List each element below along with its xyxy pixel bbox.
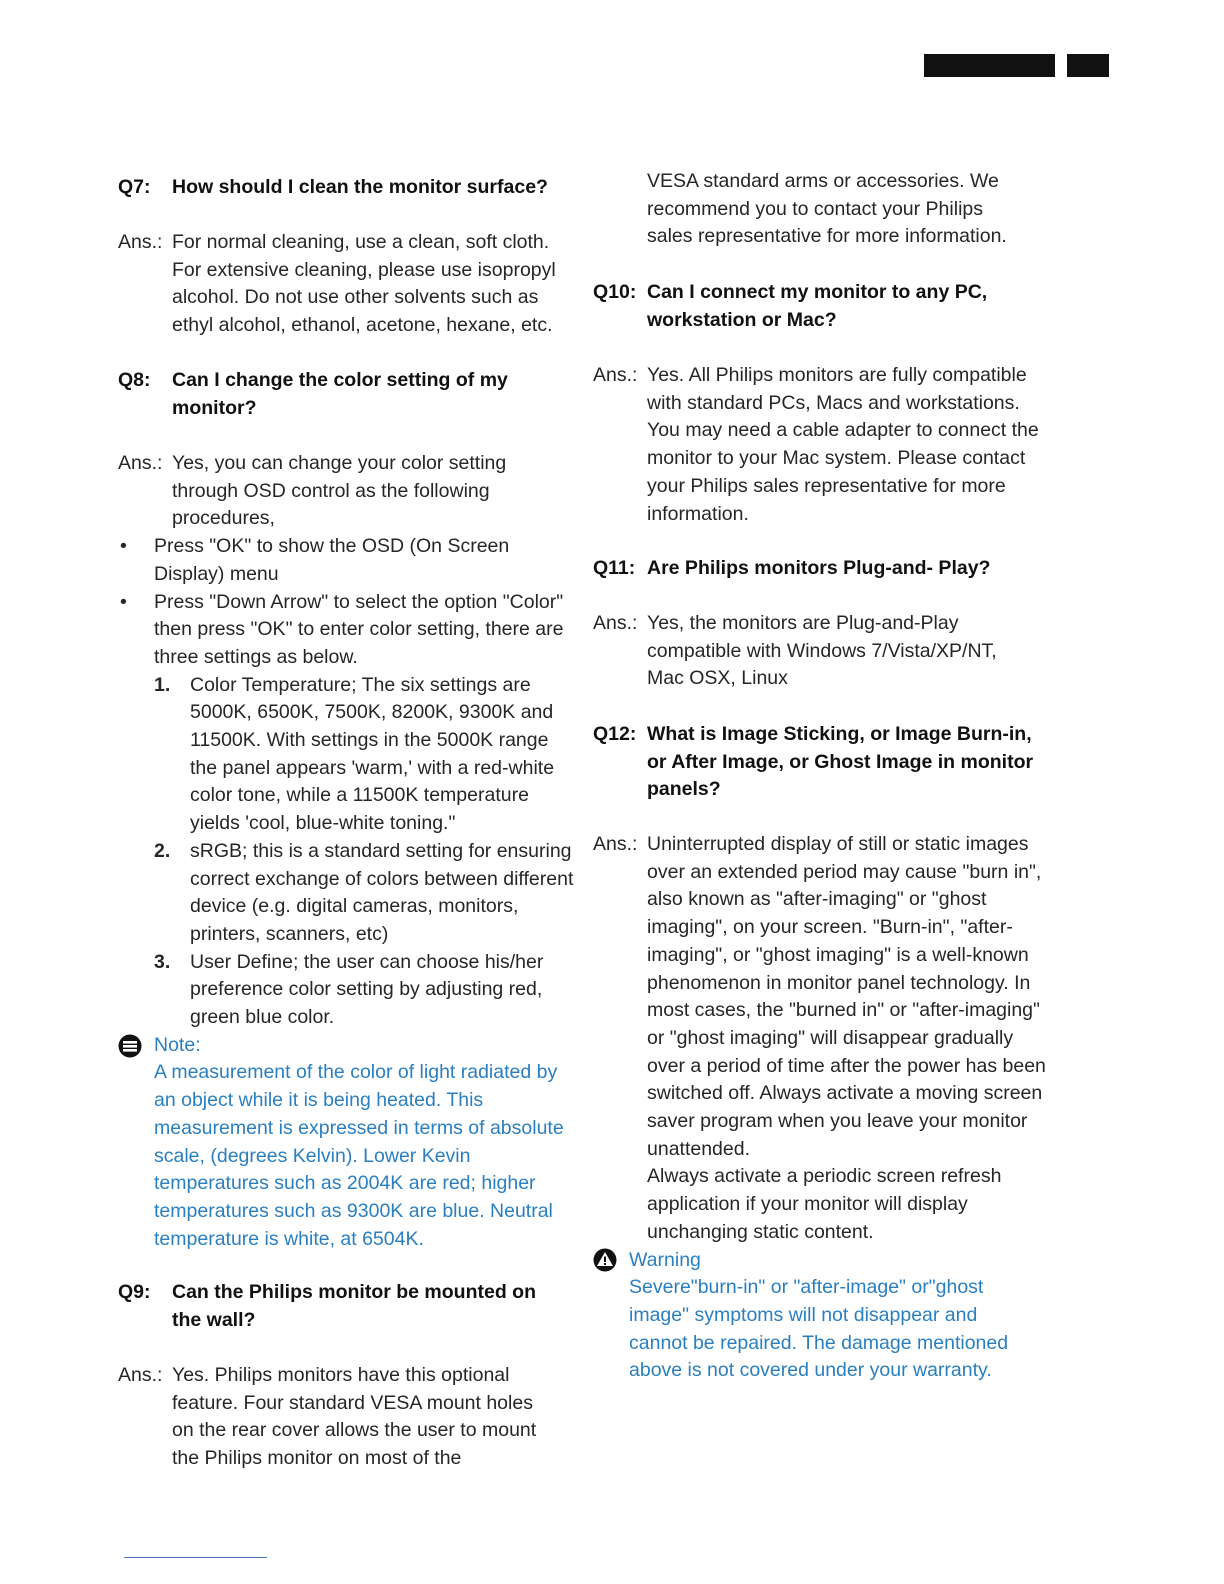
question-text: Are Philips monitors Plug-and- Play? [647,557,991,579]
question-text: Can I connect my monitor to any PC, workstation or Mac? [647,281,988,331]
answer-label: Ans.: [593,612,638,634]
answer-text: VESA standard arms or accessories. We recommend you to contact your Philips sales representative for more information. [647,170,1007,248]
question-text: Can the Philips monitor be mounted on the wall? [172,1281,536,1331]
item-number: 3. [154,950,171,973]
list-item [154,672,578,838]
faq-q11 [593,555,1063,583]
question-label: Q11: [593,557,636,579]
warning-heading [593,1247,1063,1275]
item-number: 2. [154,839,171,862]
warning-icon [593,1248,617,1272]
faq-q9 [118,1279,578,1334]
answer-text: Yes. Philips monitors have this optional feature. Four standard VESA mount holes on the rear cover allows the user to mount the Philips monitor on most of the [172,1364,537,1470]
faq-q9-answer-continued [593,168,1063,251]
note-title: Note: [154,1033,201,1056]
faq-q10 [593,279,1063,334]
answer-body [647,831,1052,1247]
question-text: Can I change the color setting of my monitor? [172,369,508,419]
question-text: How should I clean the monitor surface? [172,176,548,198]
answer-label: Ans.: [118,452,163,474]
list-item [154,838,578,949]
question-label: Q7: [118,176,151,198]
faq-q12 [593,721,1063,804]
footer-rule [124,1557,267,1558]
faq-q8 [118,367,578,422]
list-item [154,949,578,1032]
warning-box [593,1247,1063,1386]
faq-q7-answer [118,229,578,340]
item-number: 1. [154,673,171,696]
item-text: sRGB; this is a standard setting for ensuring correct exchange of colors between different device (e.g. digital cameras, monitors, printers, scanners, etc) [190,839,574,945]
settings-list [118,672,578,1032]
list-item: • Press "OK" to show the OSD (On Screen Display) menu [118,533,578,588]
answer-text: For normal cleaning, use a clean, soft cloth. For extensive cleaning, please use isopropyl alcohol. Do not use other solvents such as ethyl alcohol, ethanol, acetone, hexane, etc. [172,231,556,337]
question-label: Q10: [593,281,637,303]
answer-text: Yes. All Philips monitors are fully compatible with standard PCs, Macs and workstations. You may need a cable adapter to connect the monitor to your Mac system. Please contact your Philips sales representative for more information. [647,364,1039,525]
question-label: Q12: [593,723,637,745]
procedure-list [118,533,578,672]
note-heading [118,1032,578,1060]
faq-q12-answer [593,831,1063,1385]
faq-q9-answer [118,1362,578,1473]
faq-q8-answer [118,450,578,1253]
answer-label: Ans.: [593,364,638,386]
note-text: A measurement of the color of light radiated by an object while it is being heated. This measurement is expressed in terms of absolute scale, (degrees Kelvin). Lower Kevin temperatures such as 2004K are red; higher temperatures such as 9300K are blue. Neutral temperature is white, at 6504K. [154,1061,564,1250]
warning-text: Severe"burn-in" or "after-image" or"ghost image" symptoms will not disappear and cannot be repaired. The damage mentioned above is not covered under your warranty. [629,1276,1009,1382]
item-text: Color Temperature; The six settings are 5000K, 6500K, 7500K, 8200K, 9300K and 11500K. With settings in the 5000K range the panel appears 'warm,' with a red-white color tone, while a 11500K temperature yields 'cool, blue-white toning." [190,673,555,835]
answer-text-2: Always activate a periodic screen refresh application if your monitor will display unchanging static content. [647,1165,1002,1243]
item-text: User Define; the user can choose his/her preference color setting by adjusting red, green blue color. [190,950,544,1029]
answer-text: Uninterrupted display of still or static images over an extended period may cause "burn in", also known as "after-imaging" or "ghost imaging", on your screen. "Burn-in", "after-imaging", or "ghost imaging" is a well-known phenomenon in monitor panel technology. In most cases, the "burned in" or "after-imaging" or "ghost imaging" will disappear gradually over a period of time after the power has been switched off. Always activate a moving screen saver program when you leave your monitor unattended. [647,833,1046,1160]
header-tab-block [924,54,1055,77]
faq-q11-answer [593,610,1063,693]
faq-q7 [118,174,578,202]
answer-label: Ans.: [593,833,638,855]
answer-text: Yes, you can change your color setting through OSD control as the following procedures, [172,452,507,530]
note-icon [118,1034,142,1058]
note-box [118,1032,578,1254]
faq-q10-answer [593,362,1063,528]
answer-text: Yes, the monitors are Plug-and-Play compatible with Windows 7/Vista/XP/NT, Mac OSX, Linux [647,612,997,690]
list-item: • Press "Down Arrow" to select the option "Color" then press "OK" to enter color setting, there are three settings as below. [118,589,578,672]
question-label: Q8: [118,369,151,391]
warning-title: Warning [629,1248,701,1271]
answer-label: Ans.: [118,231,163,253]
question-label: Q9: [118,1281,151,1303]
question-text: What is Image Sticking, or Image Burn-in, or After Image, or Ghost Image in monitor panels? [647,723,1034,801]
header-page-block [1067,54,1109,77]
answer-label: Ans.: [118,1364,163,1386]
